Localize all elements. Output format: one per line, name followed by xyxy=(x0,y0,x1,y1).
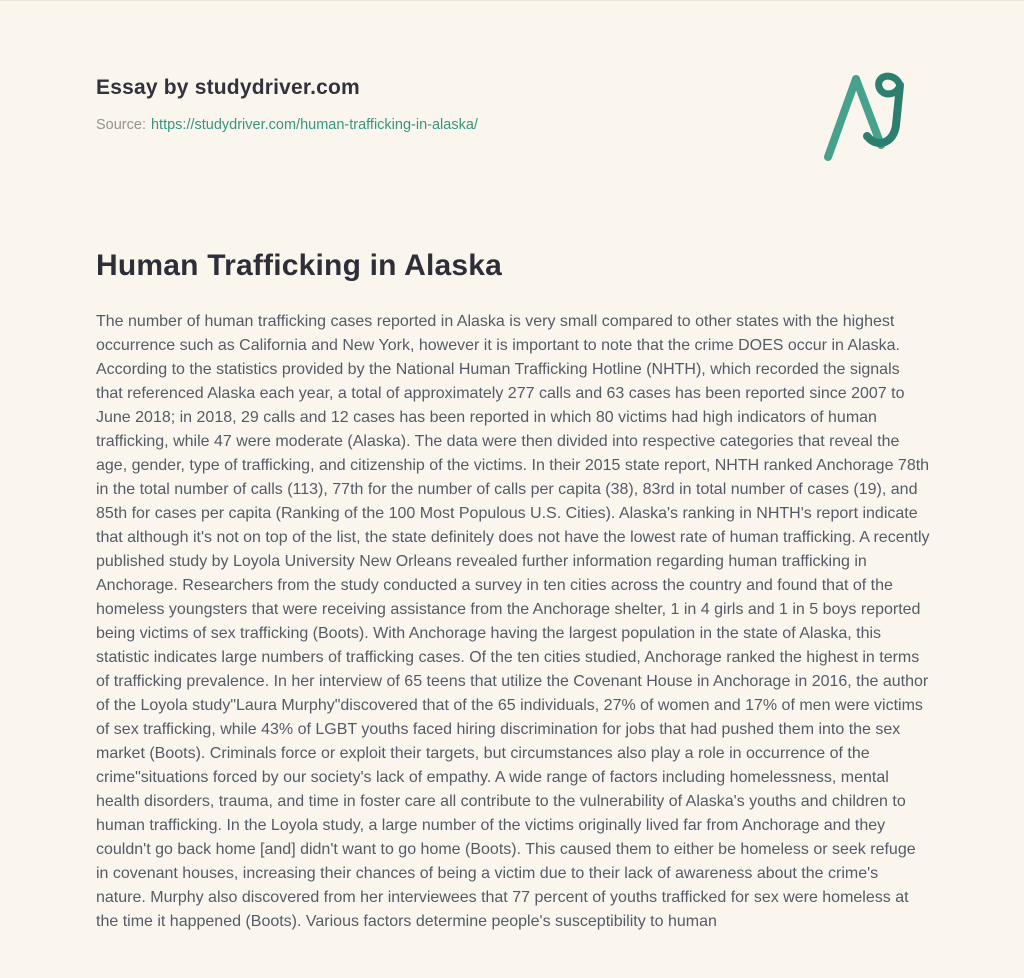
source-link[interactable]: https://studydriver.com/human-trafficking-in-alaska/ xyxy=(150,117,478,133)
source-line xyxy=(96,117,928,133)
essay-byline: Essay by studydriver.com xyxy=(96,76,360,99)
source-label: Source: xyxy=(96,117,146,133)
page-title: Human Trafficking in Alaska xyxy=(96,249,503,282)
page-header xyxy=(96,76,928,133)
studydriver-logo xyxy=(820,69,920,161)
aj-logo-icon xyxy=(820,69,920,161)
article-body: The number of human trafficking cases reported in Alaska is very small compared to other states with the highest occurrence such as California and New York, however it is important to note that the crime DOES occur in Alaska. According to the statistics provided by the National Human Trafficking Hotline (NHTH), which recorded the signals that referenced Alaska each year, a total of approximately 277 calls and 63 cases has been reported since 2007 to June 2018; in 2018, 29 calls and 12 cases has been reported in which 80 victims had high indicators of human trafficking, while 47 were moderate (Alaska). The data were then divided into respective categories that reveal the age, gender, type of trafficking, and citizenship of the victims. In their 2015 state report, NHTH ranked Anchorage 78th in the total number of calls (113), 77th for the number of calls per capita (38), 83rd in total number of cases (19), and 85th for cases per capita (Ranking of the 100 Most Populous U.S. Cities). Alaska's ranking in NHTH's report indicate that although it's not on top of the list, the state definitely does not have the lowest rate of human trafficking. A recently published study by Loyola University New Orleans revealed further information regarding human trafficking in Anchorage. Researchers from the study conducted a survey in ten cities across the country and found that of the homeless youngsters that were receiving assistance from the Anchorage shelter, 1 in 4 girls and 1 in 5 boys reported being victims of sex trafficking (Boots). With Anchorage having the largest population in the state of Alaska, this statistic indicates large numbers of trafficking cases. Of the ten cities studied, Anchorage ranked the highest in terms of trafficking prevalence. In her interview of 65 teens that utilize the Covenant House in Anchorage in 2016, the author of the Loyola study"Laura Murphy"discovered that of the 65 individuals, 27% of women and 17% of men were victims of sex trafficking, while 43% of LGBT youths faced hiring discrimination for jobs that had pushed them into the sex market (Boots). Criminals force or exploit their targets, but circumstances also play a role in occurrence of the crime"situations forced by our society's lack of empathy. A wide range of factors including homelessness, mental health disorders, trauma, and time in foster care all contribute to the vulnerability of Alaska's youths and children to human trafficking. In the Loyola study, a large number of the victims originally lived far from Anchorage and they couldn't go back home [and] didn't want to go home (Boots). This caused them to either be homeless or seek refuge in covenant houses, increasing their chances of being a victim due to their lack of awareness about the crime's nature. Murphy also discovered from her interviewees that 77 percent of youths trafficked for sex were homeless at the time it happened (Boots). Various factors determine people's susceptibility to human xyxy=(96,313,930,930)
